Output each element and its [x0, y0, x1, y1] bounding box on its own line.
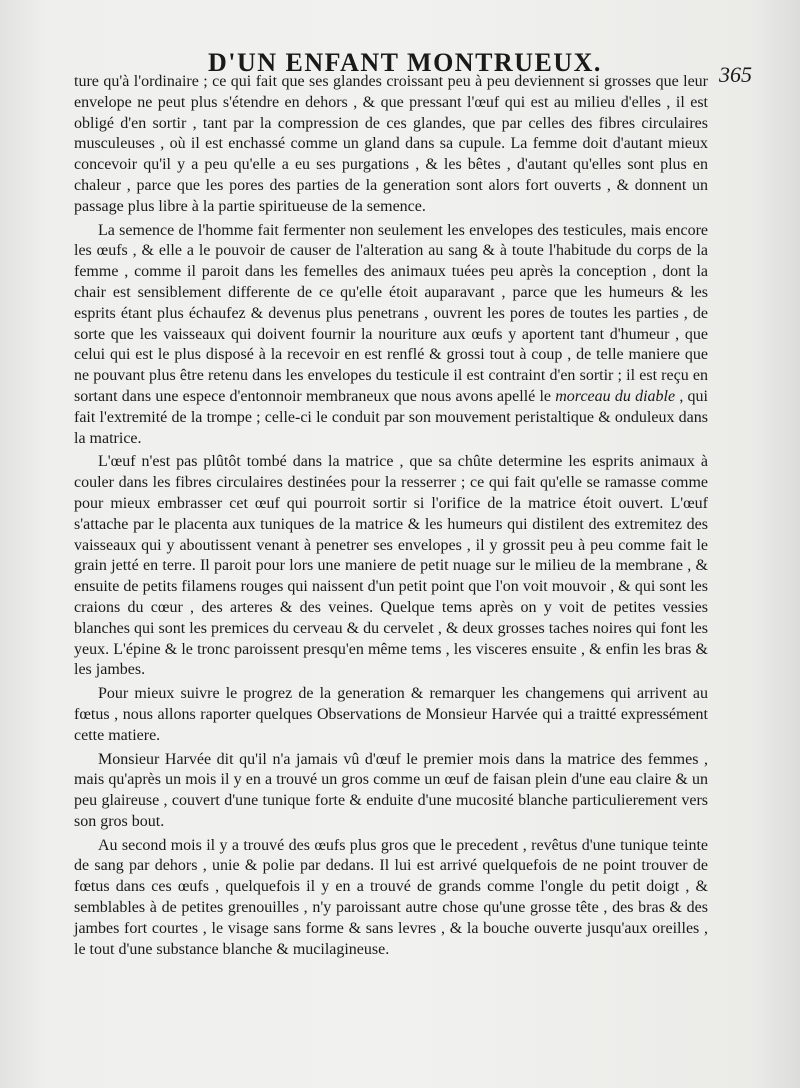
paragraph-4: Pour mieux suivre le progrez de la generation & remarquer les changemens qui arrivent au fœtus , nous allons raporter quelques Observations de Monsieur Harvée qui a traitté expressément cette matiere. — [74, 685, 708, 744]
paragraph-1: ture qu'à l'ordinaire ; ce qui fait que ses glandes croissant peu à peu deviennent si grosses que leur envelope ne peut plus s'étendre en dehors , & que pressant l'œuf qui est au milieu d'elles , il est obligé d'en sortir , tant par la compression de ces glandes, que par celles des fibres circulaires musculeuses , où il est enchassé comme un gland dans sa cupule. La femme doit d'autant mieux concevoir qu'il y a peu qu'elle a eu ses purgations , & les bêtes , d'autant qu'elles sont plus en chaleur , parce que les pores des parties de la generation sont alors fort ouverts , & donnent un passage plus libre à la partie spiritueuse de la semence. — [74, 73, 708, 215]
paragraph-5: Monsieur Harvée dit qu'il n'a jamais vû d'œuf le premier mois dans la matrice des femmes , mais qu'après un mois il y en a trouvé un gros comme un œuf de faisan plein d'une eau claire & un peu glaireuse , couvert d'une tunique forte & enduite d'une mucosité blanche particulierement vers son gros bout. — [74, 750, 708, 830]
paragraph-2-text-after: , qui fait l'extremité de la trompe ; celle-ci le conduit par son mouvement peristaltique & onduleux dans la matrice. — [74, 387, 708, 447]
paragraph-2 — [74, 221, 708, 450]
italic-term: morceau du diable — [555, 387, 676, 405]
page-number: 365 — [719, 62, 752, 87]
body-text — [74, 72, 708, 960]
paragraph-2-text-before: La semence de l'homme fait fermenter non seulement les envelopes des testicules, mais encore les œufs , & elle a le pouvoir de causer de l'alteration au sang & à toute l'habitude du corps de la femme , comme il paroit dans les femelles des animaux tuées peu après la conception , dont la chair est sensiblement differente de ce qu'elle étoit auparavant , parce que les humeurs & les esprits étant plus échaufez & devenus plus penetrans , ouvrent les pores de toutes les parties , de sorte que les vaisseaux qui doivent fournir la nouriture aux œufs y aportent tant d'humeur , que celui qui est le plus disposé à la recevoir en est renflé & grossi tout à coup , de telle maniere que ne pouvant plus être retenu dans les envelopes du testicule il est contraint d'en sortir ; il est reçu en sortant dans une espece d'entonnoir membraneux que nous avons apellé le — [74, 221, 708, 405]
paragraph-3: L'œuf n'est pas plûtôt tombé dans la matrice , que sa chûte determine les esprits animaux à couler dans les fibres circulaires destinées pour la resserrer ; ce qui fait qu'elle se ramasse comme pour mieux embrasser cet œuf qui pourroit sortir si l'orifice de la matrice étoit ouvert. L'œuf s'attache par le placenta aux tuniques de la matrice & les humeurs qui distilent des extremitez des vaisseaux qui y aboutissent venant à penetrer ses envelopes , il y grossit peu à peu comme fait le grain jetté en terre. Il paroit pour lors une maniere de petit nuage sur le milieu de la membrane , & ensuite de petits filamens rouges qui naissent d'un petit point que l'on voit mouvoir , & qui sont les craions du cœur , des arteres & des veines. Quelque tems après on y voit de petites vessies blanches qui sont les premices du cerveau & du cervelet , & deux grosses taches noires qui font les yeux. L'épine & le tronc paroissent presqu'en même tems , les visceres ensuite , & enfin les bras & les jambes. — [74, 453, 708, 679]
running-title: D'UN ENFANT MONTRUEUX. — [208, 48, 602, 77]
paragraph-6: Au second mois il y a trouvé des œufs plus gros que le precedent , revêtus d'une tunique teinte de sang par dehors , unie & polie par dedans. Il lui est arrivé quelquefois de ne point trouver de fœtus dans ces œufs , quelquefois il y en a trouvé de grands comme l'ongle du petit doigt , & semblables à de petites grenouilles , n'y paroissant autre chose qu'une grosse tête , des bras & des jambes fort courtes , le visage sans forme & sans levres , & la bouche ouverte jusqu'aux oreilles , le tout d'une substance blanche & mucilagineuse. — [74, 836, 708, 958]
